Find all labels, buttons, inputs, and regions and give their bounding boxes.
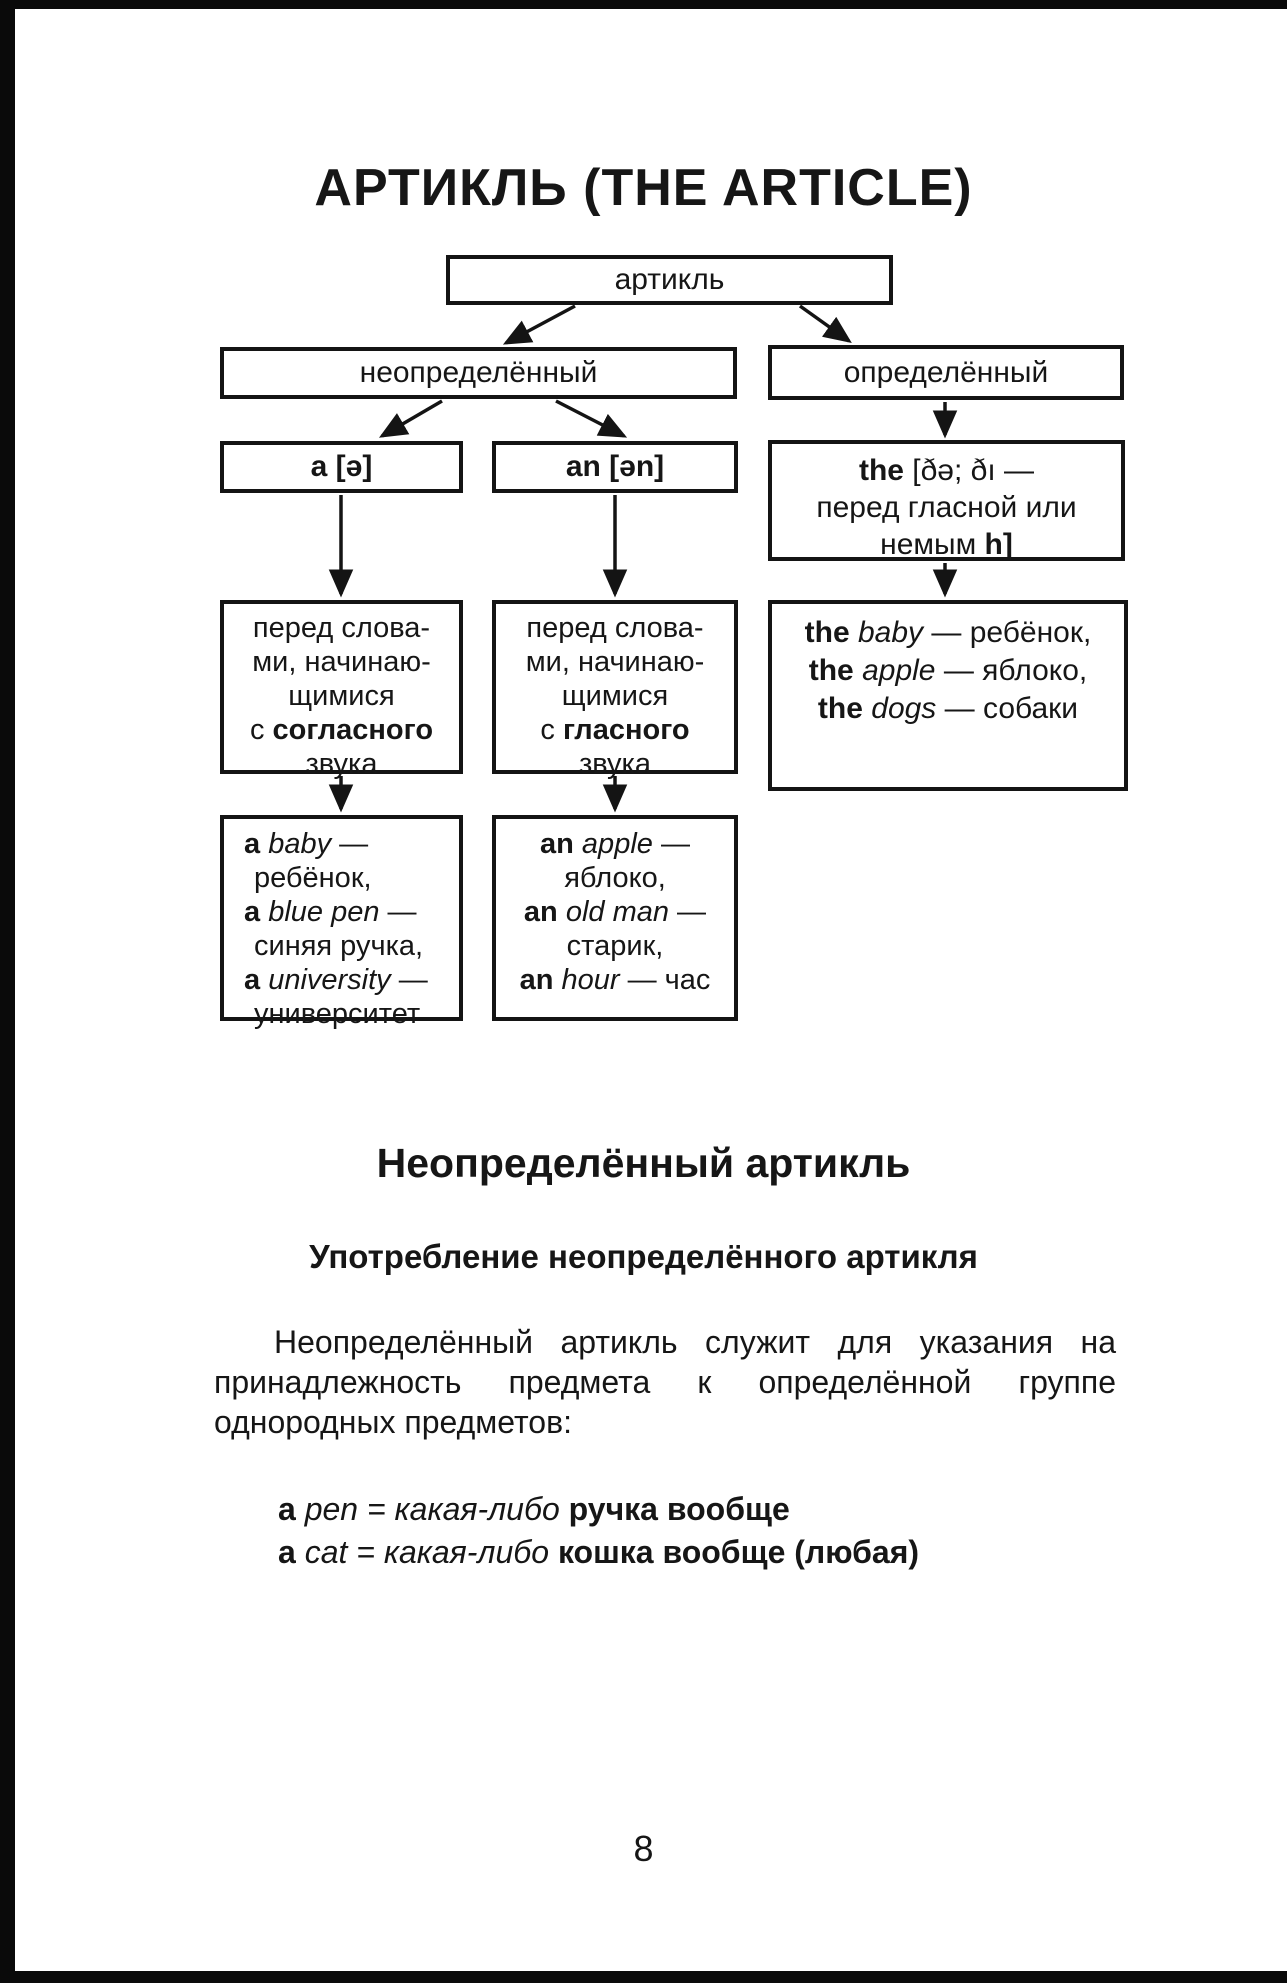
- the-note-line2: [772, 526, 1121, 563]
- a-rule-line4: [224, 713, 459, 747]
- a-label: a [ə]: [310, 450, 373, 483]
- usage-example-cat-bold: кошка вообще (любая): [549, 1534, 920, 1570]
- a-rule-line3: щимися: [288, 680, 395, 712]
- a-example-3-word: university: [260, 964, 391, 996]
- an-rule-line2: ми, начинаю-: [525, 646, 705, 678]
- an-example-2-word: old man: [557, 896, 669, 928]
- an-rule-vowel: гласного: [562, 714, 690, 746]
- an-example-1-translation: яблоко,: [564, 862, 666, 894]
- an-example-2-dash: —: [669, 896, 707, 928]
- a-example-1-dash: —: [331, 828, 369, 860]
- section-heading: Неопределённый артикль: [376, 1140, 911, 1186]
- the-word: the: [858, 454, 904, 487]
- the-example-2-translation: — яблоко,: [935, 654, 1088, 687]
- the-example-2: [772, 652, 1124, 690]
- diagram-box-an: [492, 441, 738, 493]
- scan-edge-bottom: [0, 1971, 1287, 1983]
- a-example-1: [244, 827, 453, 861]
- the-example-3: [772, 690, 1124, 728]
- the-example-1: [772, 614, 1124, 652]
- usage-examples: [278, 1488, 919, 1574]
- the-example-1-article: the: [804, 616, 850, 649]
- an-example-1-word: apple: [573, 828, 653, 860]
- an-example-3-article: an: [519, 964, 554, 996]
- an-rule-prefix: с: [540, 714, 563, 746]
- diagram-box-article: [446, 255, 893, 305]
- an-rule-line1: перед слова-: [526, 612, 704, 644]
- usage-example-cat-article: a: [278, 1534, 296, 1570]
- a-example-3-dash: —: [390, 964, 428, 996]
- diagram-box-an-rule: [492, 600, 738, 780]
- diagram-box-an-examples: [492, 815, 738, 1021]
- diagram-box-a-examples: [220, 815, 463, 1030]
- an-example-1: [496, 827, 734, 861]
- indefinite-label: неопределённый: [359, 356, 598, 389]
- an-example-3: [496, 963, 734, 997]
- the-transcription: [ðə; ðı —: [903, 454, 1035, 487]
- a-example-2: [244, 895, 453, 929]
- a-rule-prefix: с: [249, 714, 273, 746]
- a-rule-line5: звука: [305, 748, 378, 780]
- usage-example-pen-article: a: [278, 1491, 296, 1527]
- usage-example-pen-italic: pen = какая-либо: [295, 1491, 560, 1527]
- the-example-3-word: dogs: [862, 692, 937, 725]
- the-example-3-article: the: [817, 692, 863, 725]
- an-example-1-dash: —: [652, 828, 690, 860]
- the-note-text: немым: [880, 528, 985, 561]
- usage-example-pen: [278, 1488, 919, 1531]
- scan-edge-top: [0, 0, 1287, 9]
- the-note-line1: перед гласной или: [816, 491, 1077, 524]
- the-example-2-article: the: [808, 654, 854, 687]
- an-example-1-article: an: [540, 828, 574, 860]
- page-title: АРТИКЛЬ (THE ARTICLE): [314, 159, 973, 217]
- definite-label: определённый: [843, 355, 1049, 389]
- an-example-3-word: hour: [553, 964, 620, 996]
- usage-example-pen-bold: ручка вообще: [559, 1491, 790, 1527]
- diagram-box-a-rule: [220, 600, 463, 780]
- article-label: артикль: [614, 263, 725, 296]
- diagram-box-indefinite: [220, 347, 737, 399]
- the-note-bold: h]: [984, 528, 1013, 561]
- section-paragraph: Неопределённый артикль служит для указания на принадлежность предмета к определённой группе однородных предметов:: [214, 1324, 1116, 1440]
- an-example-2: [496, 895, 734, 929]
- the-example-1-word: baby: [849, 616, 924, 649]
- an-rule-line5: звука: [578, 748, 652, 780]
- a-rule-line1: перед слова-: [252, 612, 431, 644]
- the-example-3-translation: — собаки: [936, 692, 1079, 725]
- diagram-box-the: [768, 440, 1125, 561]
- the-transcription-line: [772, 452, 1121, 489]
- usage-example-cat: [278, 1531, 919, 1574]
- a-example-1-word: baby: [260, 828, 332, 860]
- an-example-2-translation: старик,: [566, 930, 664, 962]
- an-label: an [ən]: [565, 450, 665, 483]
- scan-edge-left: [0, 0, 15, 1983]
- a-example-3-translation: университет: [254, 998, 421, 1030]
- a-example-2-dash: —: [379, 896, 417, 928]
- a-example-1-translation: ребёнок,: [254, 862, 372, 894]
- a-example-2-translation: синяя ручка,: [254, 930, 424, 962]
- usage-example-cat-italic: cat = какая-либо: [295, 1534, 550, 1570]
- page-number: 8: [633, 1828, 654, 1869]
- an-example-3-translation: — час: [619, 964, 711, 996]
- a-rule-line2: ми, начинаю-: [252, 646, 431, 678]
- the-example-2-word: apple: [853, 654, 936, 687]
- a-example-1-article: a: [244, 828, 261, 860]
- a-example-3: [244, 963, 453, 997]
- an-rule-line3: щимися: [561, 680, 669, 712]
- a-example-2-word: blue pen: [260, 896, 380, 928]
- the-example-1-translation: — ребёнок,: [923, 616, 1092, 649]
- a-rule-consonant: согласного: [272, 714, 434, 746]
- a-example-2-article: a: [244, 896, 261, 928]
- an-example-2-article: an: [523, 896, 558, 928]
- diagram-box-a: [220, 441, 463, 493]
- an-rule-line4: [496, 713, 734, 747]
- diagram-box-the-examples: [768, 600, 1128, 791]
- a-example-3-article: a: [244, 964, 261, 996]
- section-subheading: Употребление неопределённого артикля: [309, 1238, 978, 1275]
- diagram-box-definite: [768, 345, 1124, 400]
